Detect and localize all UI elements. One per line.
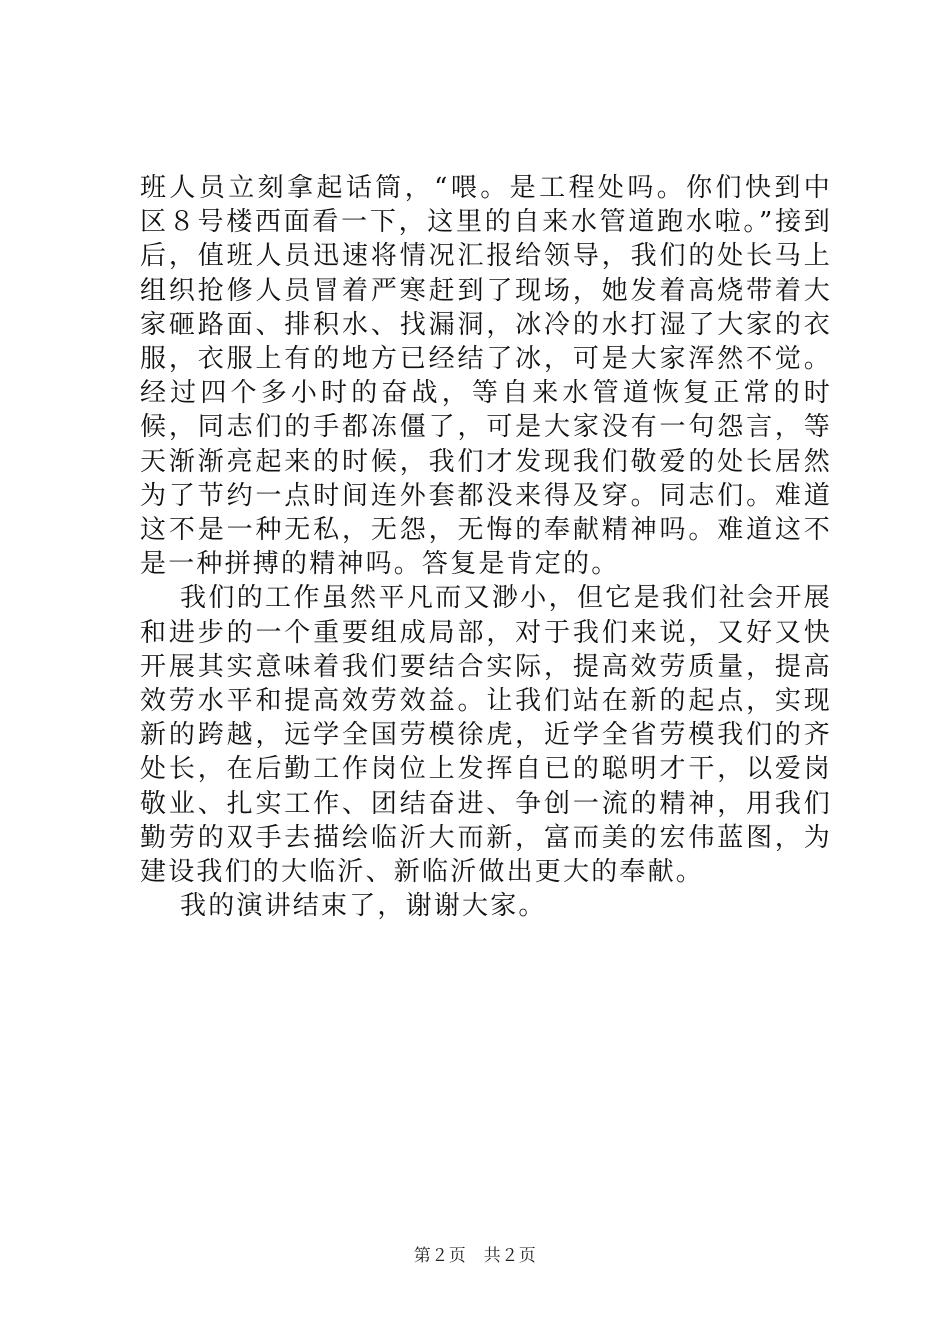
paragraph-3: 我的演讲结束了，谢谢大家。 [180,891,547,922]
paragraph-1: 班人员立刻拿起话筒，“喂。是工程处吗。你们快到中区８号楼西面看一下，这里的自来水管道跑水啦。”接到 后，值班人员迅速将情况汇报给领导，我们的处长马上组织抢修人员冒着严寒赶到了现场，她发着高烧带着大家砸路面、排积水、找漏洞，冰冷的水打湿了大家的衣服，衣服上有的地方已经结了冰，可是大家浑然不觉。经过四个多小时的奋战，等自来水管道恢复正常的时候，同志们的手都冻僵了，可是大家没有一句怨言，等天渐渐亮起来的时候，我们才发现我们敬爱的处长居然为了节约一点时间连外套都没来得及穿。同志们。难道这不是一种无私，无怨，无悔的奉献精神吗。难道这不是一种拼搏的精神吗。答复是肯定的。 [140,173,889,580]
paragraph-2: 我们的工作虽然平凡而又渺小，但它是我们社会开展和进步的一个重要组成局部，对于我们来说，又好又快开展其实意味着我们要结合实际，提高效劳质量，提高效劳水平和提高效劳效益。让我们站在新的起点，实现新的跨越，远学全国劳模徐虎，近学全省劳模我们的齐处长，在后勤工作岗位上发挥自已的聪明才干，以爱岗敬业、扎实工作、团结奋进、争创一流的精神，用我们勤劳的双手去描绘临沂大而新，富而美的宏伟蓝图，为建设我们的大临沂、新临沂做出更大的奉献。 [140,583,832,888]
page-footer: 第２页 共２页 [413,1246,537,1266]
document-body [140,171,889,923]
